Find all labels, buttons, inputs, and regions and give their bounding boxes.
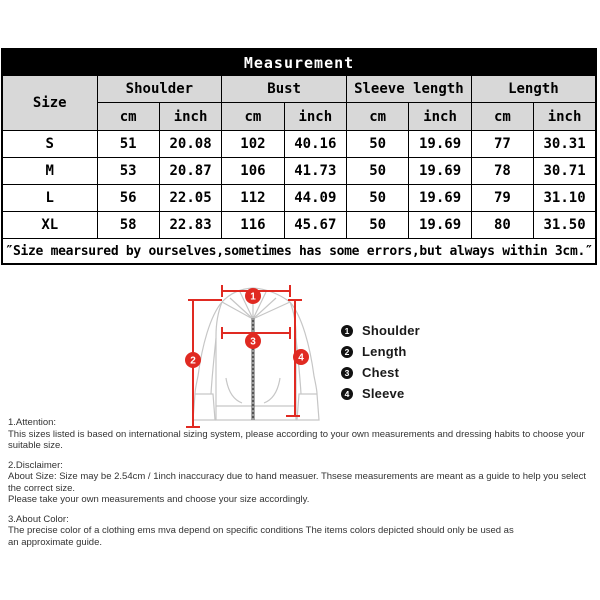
note-about-color — [8, 514, 594, 549]
note-heading: 1.Attention: — [8, 417, 57, 428]
note-heading: 2.Disclaimer: — [8, 459, 63, 471]
table-cell: 19.69 — [409, 158, 471, 185]
svg-text:4: 4 — [298, 352, 304, 364]
table-row-l — [2, 185, 596, 212]
legend-item-length — [341, 341, 420, 362]
col-header-sleeve-length: Sleeve length — [347, 76, 472, 103]
col-header-shoulder: Shoulder — [97, 76, 222, 103]
table-title-bar — [2, 49, 596, 76]
unit-header-cm: cm — [471, 103, 533, 131]
legend-item-chest — [341, 362, 420, 383]
numbered-bullet-icon: 1 — [341, 325, 353, 337]
table-note-row — [2, 239, 596, 265]
unit-header-cm: cm — [347, 103, 409, 131]
unit-header-cm: cm — [97, 103, 159, 131]
table-cell: 22.83 — [159, 212, 221, 239]
unit-header-inch: inch — [534, 103, 596, 131]
table-cell: 41.73 — [284, 158, 346, 185]
note-line: an approximate guide. — [8, 536, 103, 548]
footer-notes — [8, 417, 594, 556]
table-cell: 77 — [471, 131, 533, 158]
table-group-header-row — [2, 76, 596, 103]
table-row-xl — [2, 212, 596, 239]
table-cell: 50 — [347, 158, 409, 185]
table-cell: 79 — [471, 185, 533, 212]
note-line: The precise color of a clothing ems mva depend on specific conditions The items colors depicted should only be used as — [8, 525, 514, 536]
table-cell: 80 — [471, 212, 533, 239]
note-line: About Size: Size may be 2.54cm / 1inch inaccuracy due to hand measuer. Thsese measurements are meant as a guide to help you select the correct size. — [8, 471, 587, 494]
table-row-m — [2, 158, 596, 185]
col-header-size: Size — [2, 76, 97, 131]
legend-label: Shoulder — [362, 323, 420, 338]
table-cell: 30.31 — [534, 131, 596, 158]
table-cell: 106 — [222, 158, 284, 185]
svg-text:3: 3 — [250, 336, 256, 348]
unit-header-inch: inch — [284, 103, 346, 131]
table-cell: 56 — [97, 185, 159, 212]
hoodie-measurement-diagram — [166, 276, 344, 430]
table-cell: 58 — [97, 212, 159, 239]
table-cell: 45.67 — [284, 212, 346, 239]
note-line: Please take your own measurements and choose your size accordingly. — [8, 494, 310, 505]
table-cell: 50 — [347, 185, 409, 212]
size-cell: S — [2, 131, 97, 158]
legend-label: Chest — [362, 365, 400, 380]
measurement-note: ″Size mearsured by ourselves,sometimes has some errors,but always within 3cm.″ — [2, 239, 596, 265]
note-attention — [8, 417, 594, 452]
table-cell: 19.69 — [409, 185, 471, 212]
legend-item-shoulder — [341, 320, 420, 341]
size-cell: L — [2, 185, 97, 212]
legend-label: Length — [362, 344, 407, 359]
legend-label: Sleeve — [362, 386, 405, 401]
table-row-s — [2, 131, 596, 158]
size-cell: M — [2, 158, 97, 185]
table-cell: 40.16 — [284, 131, 346, 158]
table-cell: 51 — [97, 131, 159, 158]
table-cell: 44.09 — [284, 185, 346, 212]
note-heading: 3.About Color: — [8, 513, 69, 525]
legend-item-sleeve — [341, 383, 420, 404]
size-measurement-table — [1, 48, 597, 265]
unit-header-inch: inch — [409, 103, 471, 131]
table-cell: 112 — [222, 185, 284, 212]
table-cell: 31.10 — [534, 185, 596, 212]
table-cell: 50 — [347, 131, 409, 158]
table-cell: 19.69 — [409, 131, 471, 158]
numbered-bullet-icon: 2 — [341, 346, 353, 358]
numbered-bullet-icon: 3 — [341, 367, 353, 379]
unit-header-inch: inch — [159, 103, 221, 131]
table-cell: 20.08 — [159, 131, 221, 158]
table-cell: 31.50 — [534, 212, 596, 239]
table-cell: 50 — [347, 212, 409, 239]
col-header-length: Length — [471, 76, 596, 103]
note-disclaimer — [8, 460, 594, 506]
table-cell: 102 — [222, 131, 284, 158]
svg-text:2: 2 — [190, 355, 196, 367]
svg-text:1: 1 — [250, 291, 256, 303]
unit-header-cm: cm — [222, 103, 284, 131]
table-cell: 22.05 — [159, 185, 221, 212]
col-header-bust: Bust — [222, 76, 347, 103]
table-cell: 19.69 — [409, 212, 471, 239]
note-line: This sizes listed is based on international sizing system, please according to your own measurements and dressing habits to choose your suitable size. — [8, 428, 585, 451]
numbered-bullet-icon: 4 — [341, 388, 353, 400]
table-title: Measurement — [2, 49, 596, 76]
table-cell: 116 — [222, 212, 284, 239]
table-cell: 53 — [97, 158, 159, 185]
table-cell: 78 — [471, 158, 533, 185]
size-cell: XL — [2, 212, 97, 239]
table-cell: 30.71 — [534, 158, 596, 185]
diagram-legend — [341, 320, 420, 404]
table-cell: 20.87 — [159, 158, 221, 185]
